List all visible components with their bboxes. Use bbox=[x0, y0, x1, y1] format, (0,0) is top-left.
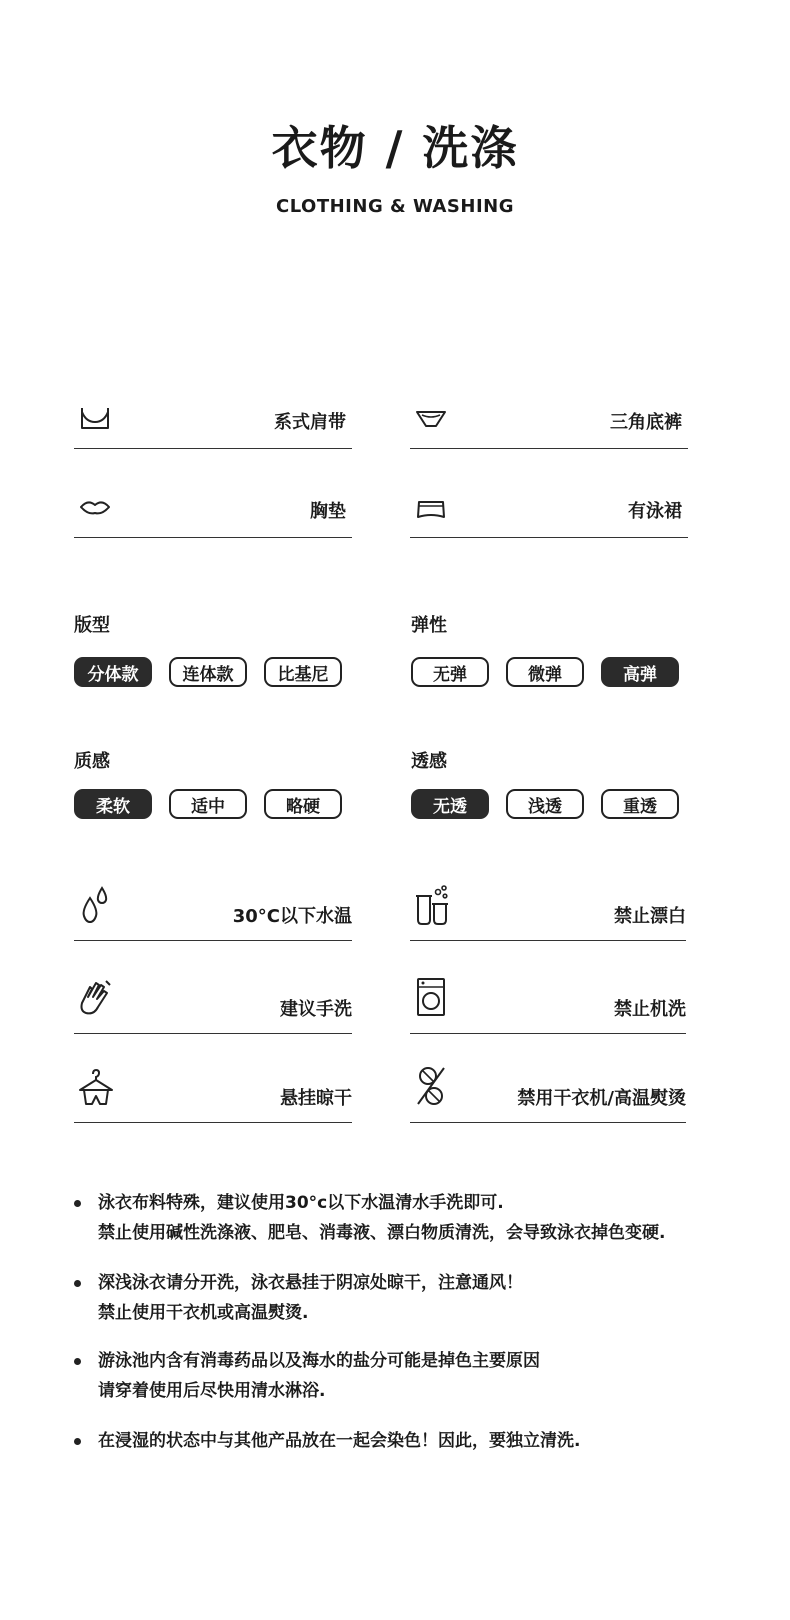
transparency-option[interactable]: 无透 bbox=[411, 789, 489, 819]
bullet-icon bbox=[74, 1200, 81, 1207]
no-dryer-iron-icon bbox=[412, 1064, 452, 1108]
tank-top-icon bbox=[78, 404, 112, 434]
no-bleach-icon bbox=[412, 882, 452, 926]
care-row bbox=[410, 878, 686, 941]
feature-row bbox=[74, 398, 352, 449]
swim-skirt-icon bbox=[414, 493, 448, 523]
bullet-icon bbox=[74, 1438, 81, 1445]
texture-option[interactable]: 适中 bbox=[169, 789, 247, 819]
note-item bbox=[74, 1426, 754, 1456]
style-options bbox=[74, 657, 342, 687]
style-option[interactable]: 比基尼 bbox=[264, 657, 342, 687]
note-line: 禁止使用干衣机或高温熨烫. bbox=[98, 1303, 309, 1323]
note-item bbox=[74, 1268, 754, 1328]
texture-section-label: 质感 bbox=[74, 751, 110, 772]
note-item bbox=[74, 1346, 754, 1406]
feature-label: 胸垫 bbox=[310, 501, 346, 522]
care-row bbox=[410, 971, 686, 1034]
transparency-option[interactable]: 重透 bbox=[601, 789, 679, 819]
care-row bbox=[74, 971, 352, 1034]
care-label: 30°C以下水温 bbox=[232, 906, 352, 927]
care-label: 悬挂晾干 bbox=[280, 1088, 352, 1109]
elasticity-section-label: 弹性 bbox=[411, 615, 447, 636]
bullet-icon bbox=[74, 1358, 81, 1365]
transparency-option[interactable]: 浅透 bbox=[506, 789, 584, 819]
texture-option[interactable]: 柔软 bbox=[74, 789, 152, 819]
note-line: 禁止使用碱性洗涤液、肥皂、消毒液、漂白物质清洗，会导致泳衣掉色变硬. bbox=[98, 1223, 666, 1243]
care-row bbox=[74, 1060, 352, 1123]
elasticity-options bbox=[411, 657, 679, 687]
care-row bbox=[410, 1060, 686, 1123]
elasticity-option[interactable]: 微弹 bbox=[506, 657, 584, 687]
water-drops-icon bbox=[76, 882, 116, 926]
note-line: 泳衣布料特殊，建议使用30°c以下水温清水手洗即可. bbox=[98, 1193, 504, 1213]
care-row bbox=[74, 878, 352, 941]
bullet-icon bbox=[74, 1280, 81, 1287]
care-label: 建议手洗 bbox=[280, 999, 352, 1020]
briefs-icon bbox=[414, 404, 448, 434]
feature-row bbox=[410, 487, 688, 538]
style-section-label: 版型 bbox=[74, 615, 110, 636]
note-line: 游泳池内含有消毒药品以及海水的盐分可能是掉色主要原因 bbox=[98, 1351, 540, 1371]
texture-option[interactable]: 略硬 bbox=[264, 789, 342, 819]
washing-machine-icon bbox=[412, 975, 452, 1019]
transparency-options bbox=[411, 789, 679, 819]
page-subtitle: CLOTHING & WASHING bbox=[276, 196, 514, 217]
feature-row bbox=[410, 398, 688, 449]
note-line: 深浅泳衣请分开洗，泳衣悬挂于阴凉处晾干，注意通风！ bbox=[98, 1273, 523, 1293]
transparency-section-label: 透感 bbox=[411, 751, 447, 772]
chest-pad-icon bbox=[78, 493, 112, 523]
care-label: 禁用干衣机/高温熨烫 bbox=[517, 1088, 686, 1109]
page-title: 衣物 / 洗涤 bbox=[271, 121, 519, 175]
texture-options bbox=[74, 789, 342, 819]
style-option[interactable]: 连体款 bbox=[169, 657, 247, 687]
note-line: 在浸湿的状态中与其他产品放在一起会染色！因此，要独立清洗. bbox=[98, 1431, 581, 1451]
care-label: 禁止漂白 bbox=[614, 906, 686, 927]
hand-wash-icon bbox=[76, 975, 116, 1019]
feature-label: 系式肩带 bbox=[274, 412, 346, 433]
care-label: 禁止机洗 bbox=[614, 999, 686, 1020]
feature-row bbox=[74, 487, 352, 538]
note-line: 请穿着使用后尽快用清水淋浴. bbox=[98, 1381, 326, 1401]
elasticity-option[interactable]: 无弹 bbox=[411, 657, 489, 687]
note-item bbox=[74, 1188, 754, 1248]
feature-label: 有泳裙 bbox=[628, 501, 682, 522]
hanger-icon bbox=[76, 1064, 116, 1108]
feature-label: 三角底裤 bbox=[610, 412, 682, 433]
elasticity-option[interactable]: 高弹 bbox=[601, 657, 679, 687]
style-option[interactable]: 分体款 bbox=[74, 657, 152, 687]
